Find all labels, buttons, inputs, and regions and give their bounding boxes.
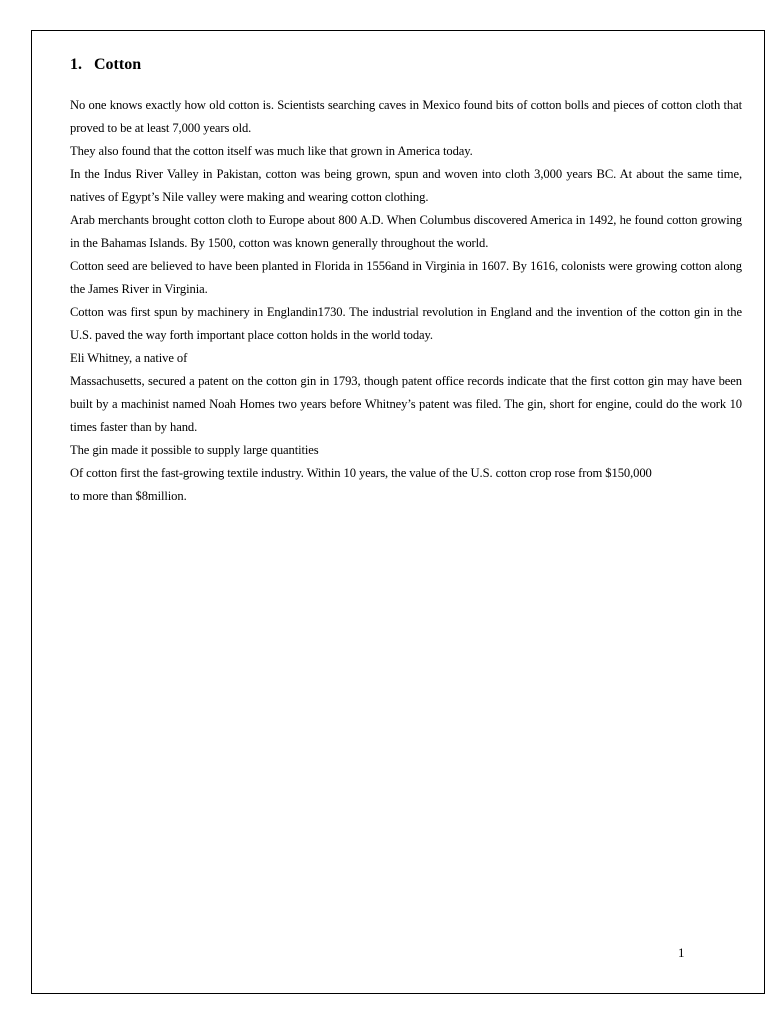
paragraph: Cotton was first spun by machinery in Englandin1730. The industrial revolution in England and the invention of the cotton gin in the U.S. paved the way forth important place cotton holds in the world today.	[70, 305, 742, 342]
paragraph: No one knows exactly how old cotton is. Scientists searching caves in Mexico found bits of cotton bolls and pieces of cotton cloth that proved to be at least 7,000 years old.	[70, 98, 742, 135]
paragraph: Massachusetts, secured a patent on the cotton gin in 1793, though patent office records indicate that the first cotton gin may have been built by a machinist named Noah Homes two years before Whitney’s patent was filed. The gin, short for engine, could do the work 10 times faster than by hand.	[70, 374, 742, 434]
heading-number: 1.	[70, 56, 82, 73]
paragraph: The gin made it possible to supply large quantities	[70, 443, 319, 457]
paragraph: In the Indus River Valley in Pakistan, cotton was being grown, spun and woven into cloth 3,000 years BC. At about the same time, natives of Egypt’s Nile valley were making and wearing cotton clothing.	[70, 167, 742, 204]
paragraph: Arab merchants brought cotton cloth to Europe about 800 A.D. When Columbus discovered America in 1492, he found cotton growing in the Bahamas Islands. By 1500, cotton was known generally throughout the world.	[70, 213, 742, 250]
paragraph: to more than $8million.	[70, 489, 187, 503]
paragraph: Eli Whitney, a native of	[70, 351, 188, 365]
heading-title: Cotton	[94, 56, 142, 73]
document-page	[31, 30, 765, 994]
section-heading	[70, 53, 742, 77]
page-content	[70, 53, 742, 508]
paragraph: Of cotton first the fast-growing textile industry. Within 10 years, the value of the U.S. cotton crop rose from $150,000	[70, 466, 652, 480]
paragraph: They also found that the cotton itself was much like that grown in America today.	[70, 144, 473, 158]
page-number: 1	[678, 945, 685, 960]
paragraph: Cotton seed are believed to have been planted in Florida in 1556and in Virginia in 1607. By 1616, colonists were growing cotton along the James River in Virginia.	[70, 259, 742, 296]
